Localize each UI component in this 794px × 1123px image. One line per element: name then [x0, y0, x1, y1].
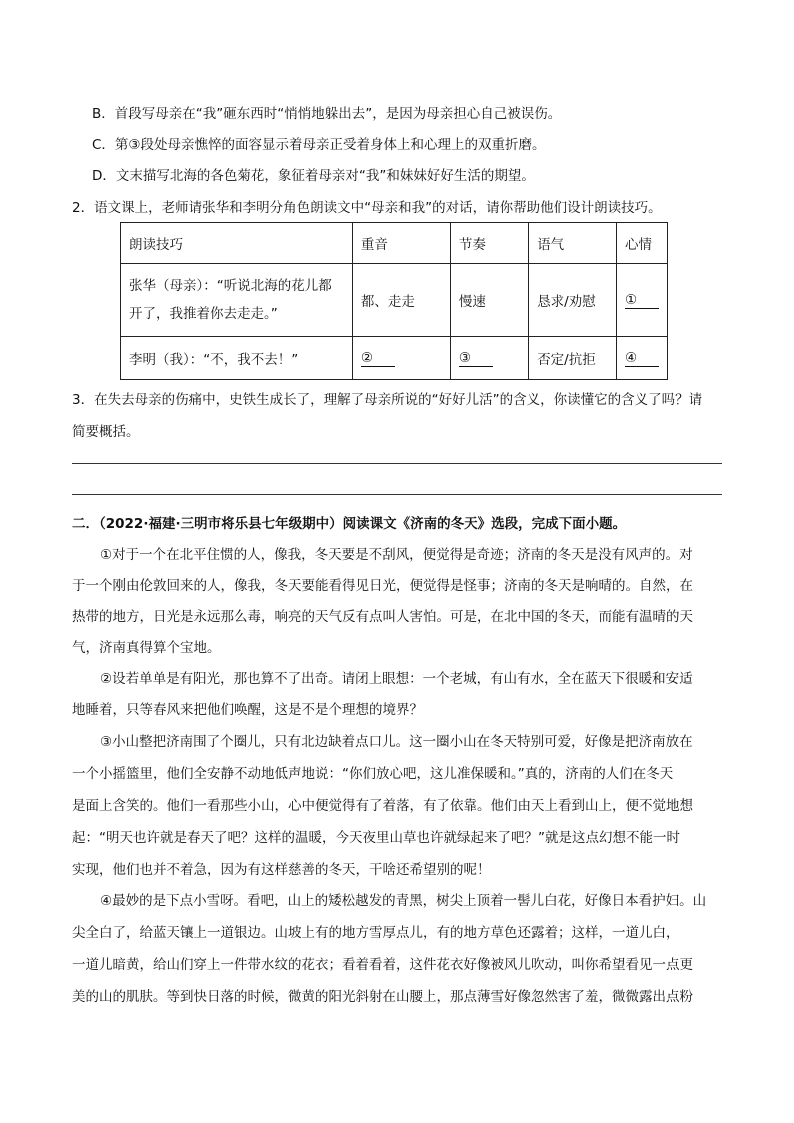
blank-4[interactable]: ④ — [625, 350, 659, 367]
zhanghua-line-2: 开了，我推着你去走走。” — [129, 306, 278, 322]
zhanghua-line-1: 张华（母亲）：“听说北海的花儿都 — [129, 278, 332, 294]
option-c: C．第③段处母亲憔悴的面容显示着母亲正受着身体上和心理上的双重折磨。 — [92, 137, 546, 153]
blank-1[interactable]: ① — [625, 292, 659, 309]
passage-line: 一个小摇篮里，他们全安静不动地低声地说：“你们放心吧，这儿准保暖和。”真的，济南的人们在冬天 — [72, 766, 674, 782]
passage-line: 一道儿暗黄，给山们穿上一件带水纹的花衣；看着看着，这件花衣好像被风儿吹动，叫你希望看见一点更 — [72, 957, 693, 973]
passage-line: 是面上含笑的。他们一看那些小山，心中便觉得有了着落，有了依靠。他们由天上看到山上，便不觉地想 — [72, 798, 693, 814]
passage-line: 起：“明天也许就是春天了吧？这样的温暖，今天夜里山草也许就绿起来了吧？”就是这点幻想不能一时 — [72, 830, 680, 846]
passage-line: 热带的地方，日光是永远那么毒，响亮的天气反有点叫人害怕。可是，在北中国的冬天，而能有温晴的天 — [72, 609, 693, 625]
question-2-prompt: 2．语文课上，老师请张华和李明分角色朗读文中“母亲和我”的对话，请你帮助他们设计朗读技巧。 — [72, 200, 662, 216]
header-stress: 重音 — [352, 223, 450, 264]
passage-line: 实现，他们也并不着急，因为有这样慈善的冬天，干啥还希望别的呢！ — [72, 862, 491, 878]
option-d: D．文末描写北海的各色菊花，象征着母亲对“我”和妹妹好好生活的期望。 — [92, 168, 535, 184]
passage-line: 尖全白了，给蓝天镶上一道银边。山坡上有的地方雪厚点儿，有的地方草色还露着；这样，一道儿白， — [72, 925, 680, 941]
zhanghua-line-cell — [121, 264, 353, 337]
row2-tone: 否定/抗拒 — [529, 337, 617, 380]
passage-line: 地睡着，只等春风来把他们唤醒，这是不是个理想的境界？ — [72, 702, 423, 718]
option-b: B．首段写母亲在“我”砸东西时“悄悄地躲出去”，是因为母亲担心自己被误伤。 — [92, 106, 562, 122]
passage-line: 气，济南真得算个宝地。 — [72, 640, 221, 656]
question-3-line-1: 3．在失去母亲的伤痛中，史铁生成长了，理解了母亲所说的“好好儿活”的含义，你读懂它的含义了吗？请 — [72, 392, 703, 408]
answer-line[interactable] — [72, 463, 722, 464]
passage-line: ①对于一个在北平住惯的人，像我，冬天要是不刮风，便觉得是奇迹；济南的冬天是没有风声的。对 — [100, 547, 693, 563]
question-3-line-2: 简要概括。 — [72, 424, 140, 440]
table-row — [121, 337, 668, 380]
table-row — [121, 264, 668, 337]
row1-mood-cell — [617, 264, 668, 337]
passage-line: ④最妙的是下点小雪呀。看吧，山上的矮松越发的青黑，树尖上顶着一髻儿白花，好像日本看护妇。山 — [100, 893, 707, 909]
passage-line: ②设若单单是有阳光，那也算不了出奇。请闭上眼想：一个老城，有山有水，全在蓝天下很暖和安适 — [100, 671, 693, 687]
liming-line: 李明（我）：“不，我不去！” — [121, 337, 353, 380]
row1-rhythm: 慢速 — [450, 264, 528, 337]
row1-stress: 都、走走 — [352, 264, 450, 337]
blank-2[interactable]: ② — [361, 350, 395, 367]
section-2-header: 二．（2022·福建·三明市将乐县七年级期中）阅读课文《济南的冬天》选段，完成下面小题。 — [72, 516, 627, 532]
table-header-row — [121, 223, 668, 264]
header-rhythm: 节奏 — [450, 223, 528, 264]
answer-line[interactable] — [72, 494, 722, 495]
header-tone: 语气 — [529, 223, 617, 264]
blank-3[interactable]: ③ — [459, 350, 493, 367]
passage-line: ③小山整把济南围了个圈儿，只有北边缺着点口儿。这一圈小山在冬天特别可爱，好像是把济南放在 — [100, 734, 693, 750]
row2-rhythm-cell — [450, 337, 528, 380]
passage-line: 于一个刚由伦敦回来的人，像我，冬天要能看得见日光，便觉得是怪事；济南的冬天是响晴的。自然，在 — [72, 578, 693, 594]
passage-line: 美的山的肌肤。等到快日落的时候，微黄的阳光斜射在山腰上，那点薄雪好像忽然害了羞，微微露出点粉 — [72, 989, 693, 1005]
header-mood: 心情 — [617, 223, 668, 264]
row1-tone: 恳求/劝慰 — [529, 264, 617, 337]
row2-mood-cell — [617, 337, 668, 380]
reading-technique-table — [120, 222, 668, 380]
header-technique: 朗读技巧 — [121, 223, 353, 264]
row2-stress-cell — [352, 337, 450, 380]
